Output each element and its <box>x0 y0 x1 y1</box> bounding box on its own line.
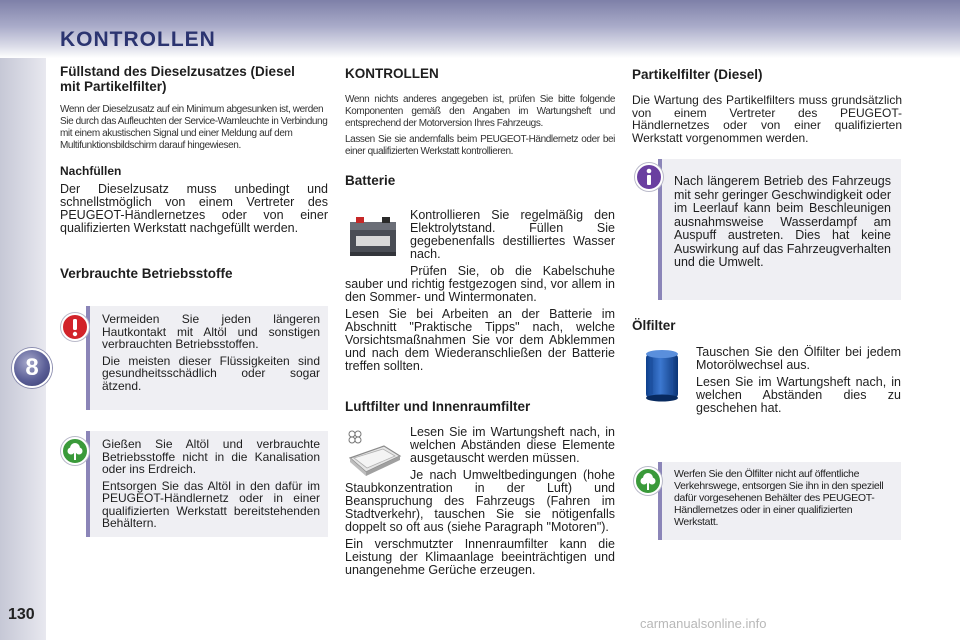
diesel-additive-heading: Füllstand des Dieselzusatzes (Diesel mit Partikelfilter) <box>60 64 295 94</box>
air-filter-text-1: Lesen Sie im Wartungsheft nach, in welchen Abständen diese Elemente ausgetauscht werden müssen. <box>410 425 615 465</box>
info-icon <box>635 163 663 191</box>
battery-heading: Batterie <box>345 173 396 188</box>
oil-filter-icon <box>640 346 684 402</box>
checks-intro-1: Wenn nichts anderes angegeben ist, prüfen Sie bitte folgende Komponenten gemäß den Angaben im Wartungsheft und entsprechend der Motorversion Ihres Fahrzeugs. <box>345 94 615 129</box>
page-header <box>0 0 960 58</box>
particle-filter-text: Die Wartung des Partikelfilters muss grundsätzlich von einem Vertreter des PEUGEOT-Händlernetzes oder von einer qualifizierten Werkstatt vorgenommen werden. <box>632 93 902 145</box>
column-left <box>60 64 328 281</box>
warning-note <box>86 306 328 410</box>
eco-note-left-text-1: Gießen Sie Altöl und verbrauchte Betriebsstoffe nicht in die Kanalisation oder ins Erdreich. <box>102 437 320 476</box>
column-middle <box>345 66 615 188</box>
warning-note-text-1: Vermeiden Sie jeden längeren Hautkontakt mit Altöl und sonstigen verbrauchten Betriebsstoffen. <box>102 312 320 351</box>
eco-note-left <box>86 431 328 537</box>
refill-text: Der Dieselzusatz muss unbedingt und schnellstmöglich von einem Vertreter des PEUGEOT-Händlernetzes oder von einer qualifizierten Werkstatt nachgefüllt werden. <box>60 182 328 235</box>
air-filter-text-3: Ein verschmutzter Innenraumfilter kann die Leistung der Klimaanlage beeinträchtigen und unangenehme Gerüche erzeugen. <box>345 537 615 577</box>
eco-note-right-text: Werfen Sie den Ölfilter nicht auf öffentliche Verkehrswege, entsorgen Sie ihn in den speziell dafür vorgesehenen Behälter des PEUGEOT-Händlernetzes oder in einer qualifizierten Werkstatt. <box>674 468 884 528</box>
tree-icon <box>634 467 662 495</box>
info-note-text: Nach längerem Betrieb des Fahrzeugs mit sehr geringer Geschwindigkeit oder im Leerlauf kann beim Beschleunigen ausnahmsweise Wasserdampf am Auspuff austreten. Dies hat keine Auswirkung auf das Fahrzeugverhalten und die Umwelt. <box>674 174 891 269</box>
particle-filter-heading: Partikelfilter (Diesel) <box>632 67 763 82</box>
air-filter-text-block <box>345 426 615 577</box>
site-watermark: carmanualsonline.info <box>640 616 767 631</box>
refill-heading: Nachfüllen <box>60 164 122 178</box>
air-filter-heading: Luftfilter und Innenraumfilter <box>345 399 531 414</box>
eco-note-right <box>658 462 901 540</box>
oil-filter-text-2: Lesen Sie im Wartungsheft nach, in welchen Abständen dies zu geschehen hat. <box>696 375 901 415</box>
oil-filter-heading: Ölfilter <box>632 318 676 333</box>
oil-filter-text-block <box>696 346 901 415</box>
page-number: 130 <box>8 606 35 623</box>
checks-intro-2: Lassen Sie sie andernfalls beim PEUGEOT-Händlernetz oder bei einer qualifizierten Werkstatt kontrollieren. <box>345 134 615 157</box>
page-title: KONTROLLEN <box>60 28 216 51</box>
oil-filter-text-1: Tauschen Sie den Ölfilter bei jedem Motorölwechsel aus. <box>696 345 901 372</box>
diesel-additive-intro: Wenn der Dieselzusatz auf ein Minimum abgesunken ist, werden Sie durch das Aufleuchten der Service-Warnleuchte in Verbindung mit einem akustischen Signal und einer Meldung auf dem Multifunktionsbildschirm darauf hingewiesen. <box>60 104 328 151</box>
battery-text-3: Lesen Sie bei Arbeiten an der Batterie im Abschnitt "Praktische Tipps" nach, welche Vorsichtsmaßnahmen Sie vor dem Abklemmen und nach dem Wiederanschließen der Batterie treffen sollten. <box>345 307 615 373</box>
column-right <box>632 67 902 144</box>
battery-text-block <box>345 209 615 373</box>
warning-note-text-2: Die meisten dieser Flüssigkeiten sind gesundheitsschädlich oder sogar ätzend. <box>102 353 320 393</box>
info-note <box>658 159 901 300</box>
eco-note-left-text-2: Entsorgen Sie das Altöl in den dafür im PEUGEOT-Händlernetz oder in einer qualifizierten Werkstatt bereitstehenden Behältern. <box>102 478 320 530</box>
exclamation-icon <box>61 313 89 341</box>
battery-text-1: Kontrollieren Sie regelmäßig den Elektrolytstand. Füllen Sie gegebenenfalls destilliertes Wasser nach. <box>410 208 615 261</box>
battery-text-2: Prüfen Sie, ob die Kabelschuhe sauber und richtig festgezogen sind, vor allem in den Sommer- und Wintermonaten. <box>345 264 615 304</box>
tree-icon <box>61 437 89 465</box>
chapter-number-badge: 8 <box>12 348 52 388</box>
checks-heading: KONTROLLEN <box>345 66 439 81</box>
air-filter-text-2: Je nach Umweltbedingungen (hohe Staubkonzentration in der Luft) und Beanspruchung des Fahrzeugs (Fahren im Stadtverkehr), tauschen Sie sie nötigenfalls doppelt so oft aus (siehe Paragraph "Motoren"). <box>345 468 615 534</box>
used-fluids-heading: Verbrauchte Betriebsstoffe <box>60 266 233 281</box>
